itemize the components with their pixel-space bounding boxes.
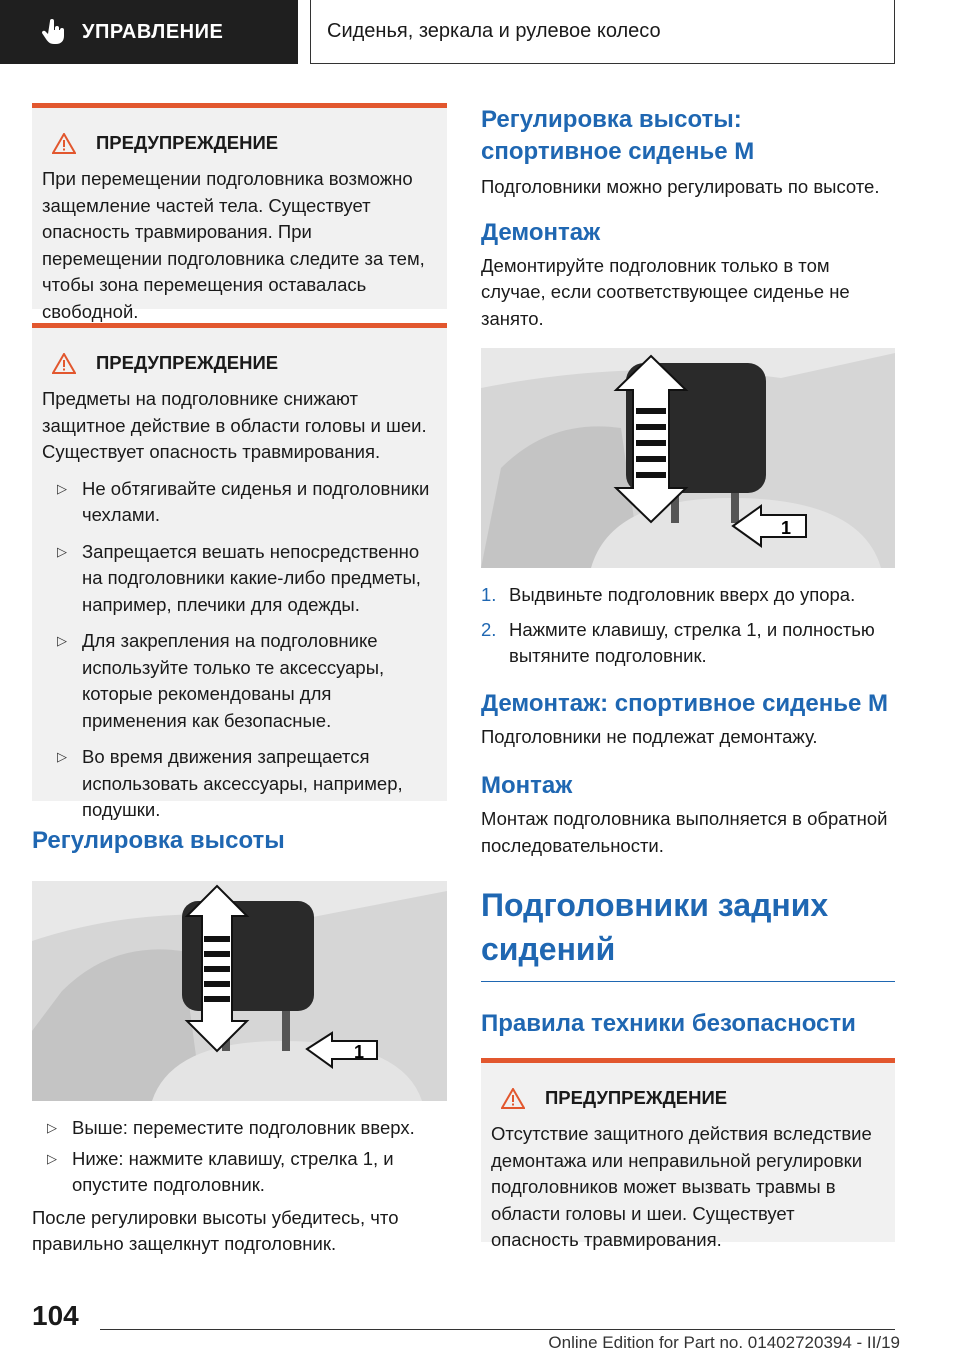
- header-chapter: [310, 0, 895, 64]
- warning-triangle-icon: [52, 133, 76, 154]
- headrest-illustration: [32, 881, 447, 1101]
- footer-divider: [100, 1329, 895, 1330]
- left-column: [32, 103, 447, 1258]
- right-column: [481, 104, 895, 1250]
- warning-box-2: [32, 323, 447, 820]
- warning-title: ПРЕДУПРЕЖДЕНИЕ: [96, 132, 279, 153]
- step-item: 1. Выдвиньте подголовник вверх до упора.: [481, 584, 856, 605]
- bullet-triangle-icon: ▷: [47, 1120, 57, 1135]
- warning-triangle-icon: [501, 1088, 525, 1109]
- hand-pointer-icon: [40, 18, 68, 46]
- list-item: ▷ Запрещается вешать непосредственно на подголовники какие-либо предметы, например, плечики для одежды.: [42, 539, 437, 619]
- page-number: 104: [32, 1300, 79, 1331]
- warning-text: При перемещении подголовника возможно защемление частей тела. Существует опасность травмирования. При перемещении подголовника следите за тем, чтобы зона перемещения оставалась свободной.: [42, 168, 425, 322]
- warning-box-3: [481, 1058, 895, 1250]
- bullet-triangle-icon: ▷: [57, 543, 67, 559]
- heading-rule: [481, 981, 895, 982]
- mount-text: Монтаж подголовника выполняется в обратной последовательности.: [481, 808, 888, 856]
- header-section-title: УПРАВЛЕНИЕ: [82, 20, 224, 43]
- warning-header: [501, 1087, 885, 1109]
- headrest-photo-2: [481, 348, 895, 568]
- section-heading-dismount-sport: Демонтаж: спортивное сиденье M: [481, 689, 889, 717]
- section-heading-dismount: Демонтаж: [481, 218, 601, 246]
- warning-box-1: [32, 103, 447, 322]
- chapter-heading-rear: Подголовники задних сидений: [481, 887, 829, 967]
- step-item: 2. Нажмите клавишу, стрелка 1, и полностью вытяните подголовник.: [481, 618, 875, 666]
- bullet-triangle-icon: ▷: [57, 749, 67, 764]
- dismount-text: Демонтируйте подголовник только в том случае, если соответствующее сиденье не занято.: [481, 254, 850, 329]
- dismount-sport-text: Подголовники не подлежат демонтажу.: [481, 725, 818, 747]
- bullet-triangle-icon: ▷: [57, 480, 67, 496]
- warning-text: Предметы на подголовнике снижают защитное действие в области головы и шеи. Существует опасность травмирования.: [42, 388, 427, 462]
- list-item: ▷ Не обтягивайте сиденья и подголовники чехлами.: [42, 476, 437, 529]
- header-section-tab: [0, 0, 298, 64]
- section-heading-sport: Регулировка высоты: спортивное сиденье M: [481, 106, 755, 165]
- callout-label: 1: [354, 1042, 365, 1062]
- edition-text: Online Edition for Part no. 01402720394 - II/19: [548, 1333, 900, 1352]
- headrest-photo-1: [32, 881, 447, 1101]
- sport-text: Подголовники можно регулировать по высоте.: [481, 176, 880, 197]
- warning-header: [52, 132, 437, 154]
- bullet-triangle-icon: ▷: [47, 1150, 57, 1166]
- list-item: ▷ Для закрепления на подголовнике используйте только те аксессуары, которые рекомендованы для применения как безопасные.: [42, 628, 437, 734]
- warning-title: ПРЕДУПРЕЖДЕНИЕ: [96, 352, 279, 373]
- header-chapter-title: Сиденья, зеркала и рулевое колесо: [327, 20, 661, 42]
- warning-triangle-icon: [52, 353, 76, 374]
- list-item: ▷ Во время движения запрещается использовать аксессуары, например, подушки.: [42, 744, 437, 824]
- section-heading-height: Регулировка высоты: [32, 827, 285, 854]
- section-heading-mount: Монтаж: [481, 772, 573, 799]
- section-heading-safety: Правила техники безопасности: [481, 1010, 856, 1037]
- height-after-text: После регулировки высоты убедитесь, что правильно защелкнут подголовник.: [32, 1206, 399, 1254]
- callout-label: 1: [781, 518, 792, 538]
- warning-title: ПРЕДУПРЕЖДЕНИЕ: [545, 1087, 728, 1108]
- warning-text: Отсутствие защитного действия вследствие демонтажа или неправильной регулировки подголовников может вызвать травмы в области головы и шеи. Существует опасность травмирования.: [491, 1123, 872, 1250]
- bullet-triangle-icon: ▷: [57, 633, 67, 648]
- headrest-illustration: [481, 348, 895, 568]
- list-item: ▷ Ниже: нажмите клавишу, стрелка 1, и опустите подголовник.: [32, 1146, 447, 1199]
- list-item: ▷ Выше: переместите подголовник вверх.: [32, 1115, 447, 1142]
- warning-header: [52, 352, 437, 374]
